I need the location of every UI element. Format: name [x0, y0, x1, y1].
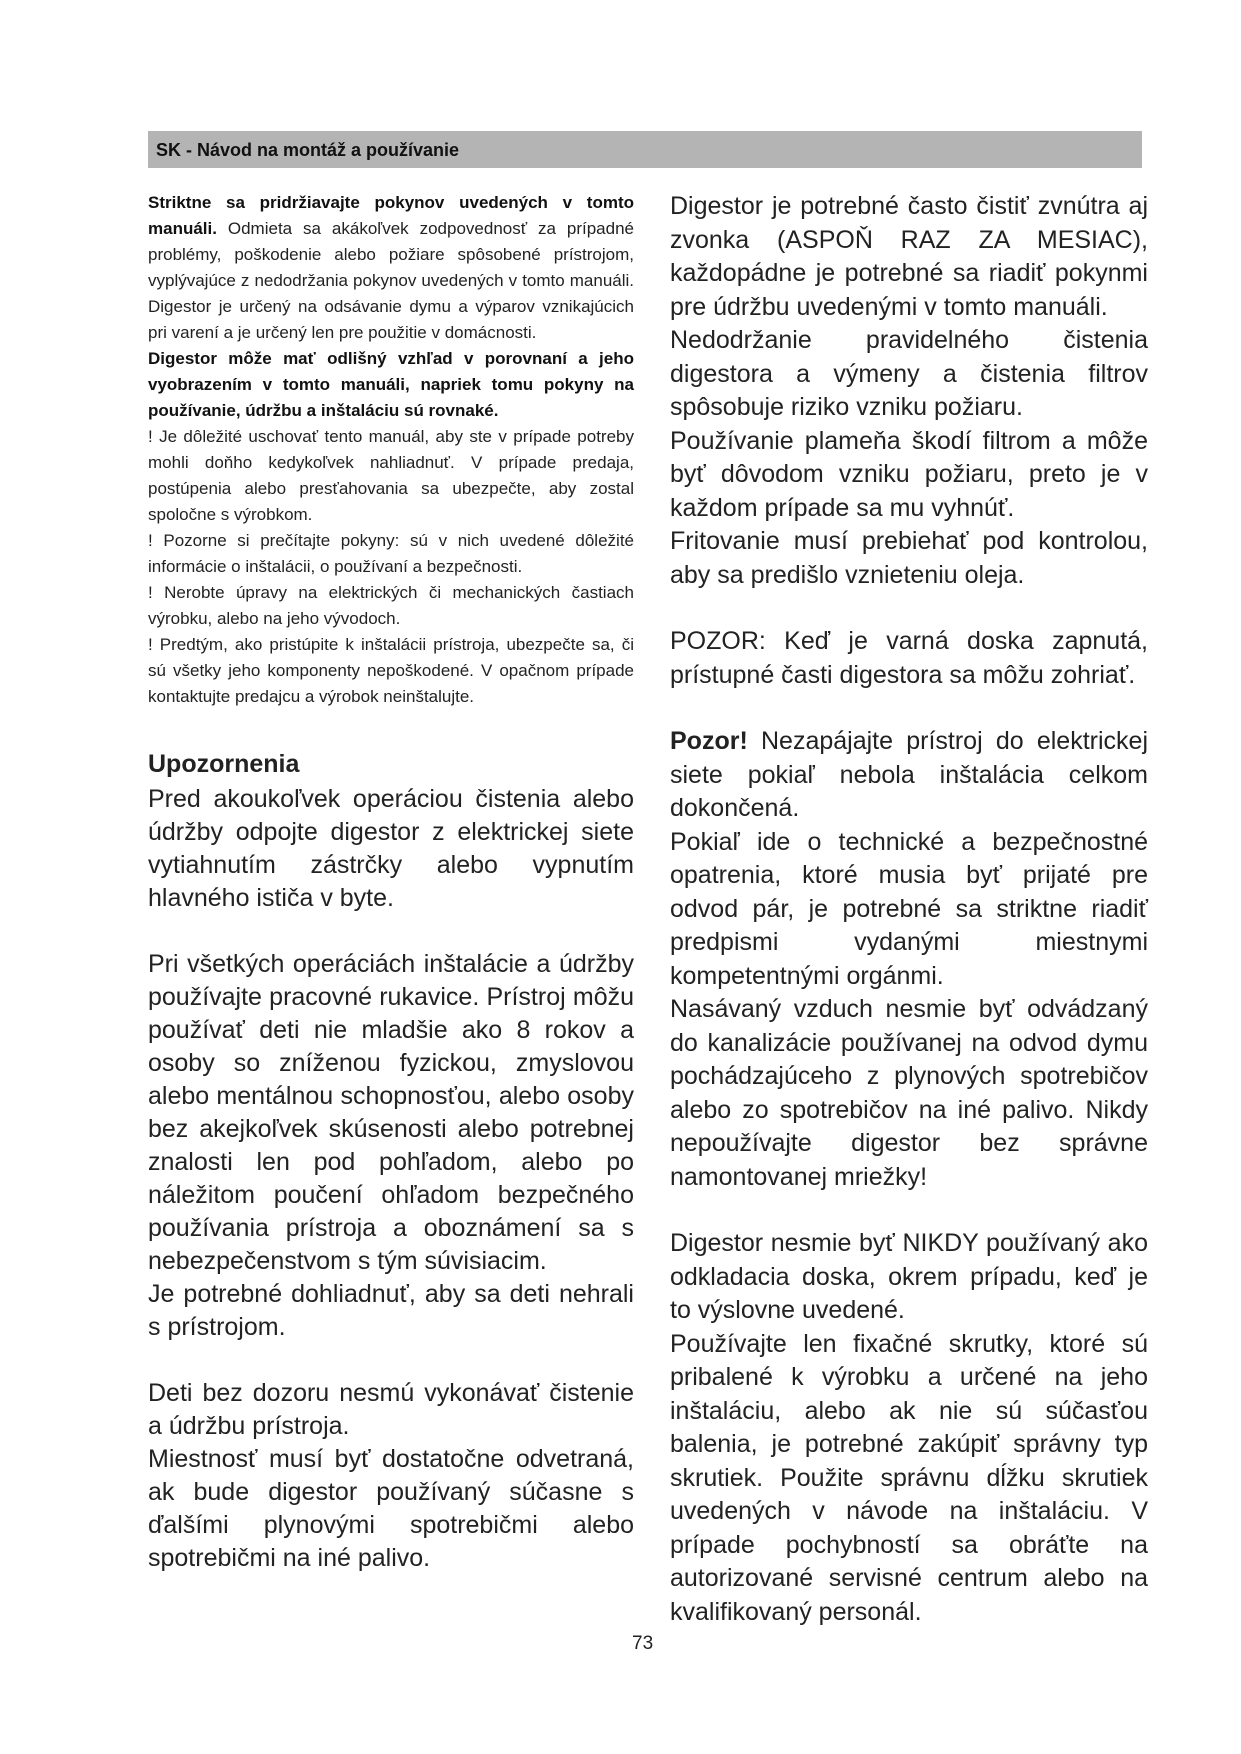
right-para-7: Pokiaľ ide o technické a bezpečnostné opatrenia, ktoré musia byť prijaté pre odvod pár, je potrebné sa striktne riadiť predpismi vydanými miestnymi kompetentnými orgánmi. — [670, 827, 1148, 990]
section-title-upozornenia: Upozornenia — [148, 750, 300, 778]
spacer — [670, 1194, 1148, 1227]
right-para-5: POZOR: Keď je varná doska zapnutá, prístupné časti digestora sa môžu zohriať. — [670, 627, 1148, 689]
warning-para-4: Deti bez dozoru nesmú vykonávať čistenie a údržbu prístroja. — [148, 1379, 634, 1440]
intro-paragraph — [148, 190, 634, 346]
left-column — [148, 190, 634, 1575]
page-header-title: SK - Návod na montáž a používanie — [156, 140, 460, 160]
page-number: 73 — [632, 1633, 654, 1654]
note-1: ! Je dôležité uschovať tento manuál, aby ste v prípade potreby mohli doňho kedykoľvek nahliadnuť. V prípade predaja, postúpenia alebo presťahovania sa ubezpečte, aby zostal spoločne s výrobkom. — [148, 427, 634, 524]
right-para-6-text: Nezapájajte prístroj do elektrickej siete pokiaľ nebola inštalácia celkom dokončená. — [670, 727, 1148, 822]
intro-bold-2 — [148, 346, 634, 424]
intro-text-1: Odmieta sa akákoľvek zodpovednosť za prípadné problémy, poškodenie alebo požiare spôsobené prístrojom, vyplývajúce z nedodržania pokynov uvedených v tomto manuáli. Digestor je určený na odsávanie dymu a výparov vznikajúcich pri varení a je určený len pre použitie v domácnosti. — [148, 219, 634, 342]
spacer — [670, 692, 1148, 725]
right-para-3: Používanie plameňa škodí filtrom a môže byť dôvodom vzniku požiaru, preto je v každom prípade sa mu vyhnúť. — [670, 426, 1148, 522]
right-para-8: Nasávaný vzduch nesmie byť odvádzaný do kanalizácie používanej na odvod dymu pochádzajúceho z plynových spotrebičov alebo zo spotrebičov na iné palivo. Nikdy nepoužívajte digestor bez správne namontovanej mriežky! — [670, 995, 1148, 1191]
right-column — [670, 190, 1148, 1629]
right-para-9: Digestor nesmie byť NIKDY používaný ako odkladacia doska, okrem prípadu, keď je to výslovne uvedené. — [670, 1229, 1148, 1324]
spacer — [148, 915, 634, 948]
right-para-6 — [670, 725, 1148, 826]
intro-bold-2-text: Digestor môže mať odlišný vzhľad v porovnaní a jeho vyobrazením v tomto manuáli, napriek tomu pokyny na používanie, údržbu a inštaláciu sú rovnaké. — [148, 349, 634, 420]
note-3: ! Nerobte úpravy na elektrických či mechanických častiach výrobku, alebo na jeho vývodoch. — [148, 583, 634, 628]
right-para-4: Fritovanie musí prebiehať pod kontrolou, aby sa predišlo vznieteniu oleja. — [670, 527, 1148, 589]
section-header-bar — [148, 131, 1142, 168]
warning-para-1: Pred akoukoľvek operáciou čistenia alebo údržby odpojte digestor z elektrickej siete vytiahnutím zástrčky alebo vypnutím hlavného ističa v byte. — [148, 785, 634, 912]
spacer — [148, 1344, 634, 1377]
warning-para-3: Je potrebné dohliadnuť, aby sa deti nehrali s prístrojom. — [148, 1280, 634, 1341]
right-para-2: Nedodržanie pravidelného čistenia digestora a výmeny a čistenia filtrov spôsobuje riziko vzniku požiaru. — [670, 326, 1148, 421]
spacer — [670, 592, 1148, 625]
right-para-1: Digestor je potrebné často čistiť zvnútra aj zvonka (ASPOŇ RAZ ZA MESIAC), každopádne je potrebné sa riadiť pokynmi pre údržbu uvedenými v tomto manuáli. — [670, 192, 1148, 321]
warning-para-2: Pri všetkých operáciách inštalácie a údržby používajte pracovné rukavice. Prístroj môžu používať deti nie mladšie ako 8 rokov a osoby so zníženou fyzickou, zmyslovou alebo mentálnou schopnosťou, alebo osoby bez akejkoľvek skúsenosti alebo potrebnej znalosti len pod pohľadom, alebo po náležitom poučení ohľadom bezpečného používania prístroja a oboznámení sa s nebezpečenstvom s tým súvisiacim. — [148, 950, 634, 1275]
note-4: ! Predtým, ako pristúpite k inštalácii prístroja, ubezpečte sa, či sú všetky jeho komponenty nepoškodené. V opačnom prípade kontaktujte predajcu a výrobok neinštalujte. — [148, 635, 634, 706]
warning-para-5: Miestnosť musí byť dostatočne odvetraná, ak bude digestor používaný súčasne s ďalšími plynovými spotrebičmi alebo spotrebičmi na iné palivo. — [148, 1445, 634, 1572]
right-para-10: Používajte len fixačné skrutky, ktoré sú pribalené k výrobku a určené na jeho inštaláciu, alebo ak nie sú súčasťou balenia, je potrebné zakúpiť správny typ skrutiek. Použite správnu dĺžku skrutiek uvedených v návode na inštaláciu. V prípade pochybností sa obráťte na autorizované servisné centrum alebo na kvalifikovaný personál. — [670, 1329, 1148, 1626]
intro-bold-1: Striktne sa pridržiavajte pokynov uvedených v tomto manuáli. — [148, 193, 634, 238]
note-2: ! Pozorne si prečítajte pokyny: sú v nich uvedené dôležité informácie o inštalácii, o používaní a bezpečnosti. — [148, 531, 634, 576]
pozor-bold: Pozor! — [670, 727, 748, 755]
